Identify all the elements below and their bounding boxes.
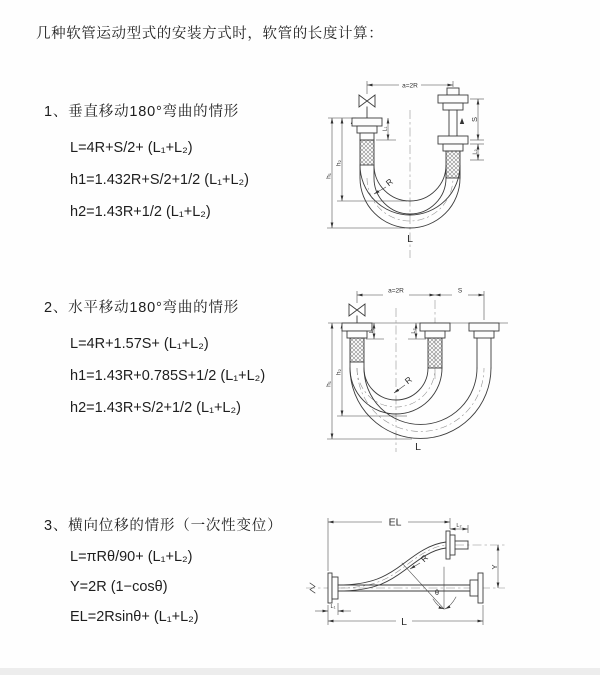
formula-length: L=4R+1.57S+ (L₁+L₂) — [70, 336, 209, 352]
dim-label-l2: L₂ — [411, 328, 417, 334]
angle-construction — [402, 563, 456, 609]
section-heading: 1、垂直移动180°弯曲的情形 — [44, 104, 240, 120]
formula-length: L=πRθ/90+ (L₁+L₂) — [70, 549, 193, 565]
label-bend-radius: R — [418, 552, 430, 564]
braided-hose-left — [350, 338, 364, 362]
dim-label-h1: h₁ — [325, 381, 333, 387]
label-hose-length: L — [415, 441, 421, 453]
dim-label-a2r: a=2R — [388, 287, 404, 295]
right-flange — [470, 573, 483, 603]
dim-label-h1: h₁ — [325, 173, 333, 179]
dim-label-el: EL — [388, 516, 402, 529]
dim-label-l2: L₂ — [472, 149, 479, 155]
s-curve-hose — [338, 542, 446, 591]
label-theta-angle: θ — [434, 588, 440, 597]
formula-list — [70, 132, 249, 228]
dim-label-l1: L₁ — [330, 604, 336, 610]
dim-label-a2r: a=2R — [402, 82, 418, 90]
formula-list — [70, 328, 265, 424]
valve-icon — [349, 304, 365, 316]
label-bend-radius: R — [402, 374, 414, 387]
middle-pipe-fitting — [420, 323, 450, 368]
section-vertical-180 — [44, 100, 249, 228]
section-horizontal-180 — [44, 296, 265, 424]
diagram-vertical-180-bend — [310, 70, 592, 265]
formula-h2: h2=1.43R+S/2+1/2 (L₁+L₂) — [70, 400, 241, 416]
dim-label-s: S — [470, 116, 479, 123]
left-pipe-fitting — [342, 323, 372, 362]
formula-list — [70, 542, 282, 632]
formula-y: Y=2R (1−cosθ) — [70, 579, 168, 595]
dim-label-l1: L₁ — [369, 328, 375, 334]
diagram-lateral-displacement — [298, 503, 600, 660]
braided-hose-middle — [428, 338, 442, 368]
diagram-labels — [331, 517, 499, 629]
left-flange — [328, 573, 338, 603]
page-title: 几种软管运动型式的安装方式时，软管的长度计算： — [36, 26, 384, 42]
formula-h2: h2=1.43R+1/2 (L₁+L₂) — [70, 204, 211, 220]
u-bend-arcs — [350, 362, 491, 438]
diagram-horizontal-180-bend — [312, 280, 600, 457]
formula-h1: h1=1.43R+0.785S+1/2 (L₁+L₂) — [70, 368, 266, 384]
dim-label-y: Y — [490, 564, 499, 570]
dimension-lines — [315, 518, 498, 625]
label-bend-radius: R — [383, 176, 395, 189]
section-heading: 2、水平移动180°弯曲的情形 — [44, 300, 240, 316]
hose-drawing — [342, 304, 499, 438]
dim-label-l1: L₁ — [382, 126, 389, 132]
section-heading: 3、横向位移的情形（一次性变位） — [44, 518, 283, 534]
dim-label-l: L — [401, 616, 407, 628]
formula-el: EL=2Rsinθ+ (L₁+L₂) — [70, 609, 199, 625]
braided-hose-left — [360, 140, 374, 165]
dim-label-l2: L₂ — [456, 523, 462, 529]
formula-length: L=4R+S/2+ (L₁+L₂) — [70, 140, 193, 156]
dim-label-h2: h₂ — [335, 368, 343, 376]
right-pipe-fitting — [438, 88, 468, 178]
page-bottom-edge — [0, 668, 600, 675]
hose-drawing — [310, 531, 483, 609]
dim-label-s: S — [457, 287, 463, 295]
valve-icon — [359, 95, 375, 107]
left-pipe-fitting — [352, 118, 382, 165]
dim-label-h2: h₂ — [335, 159, 343, 167]
dimension-lines — [327, 291, 508, 439]
braided-hose-right — [446, 151, 460, 178]
formula-h1: h1=1.432R+S/2+1/2 (L₁+L₂) — [70, 172, 250, 188]
label-hose-length: L — [407, 233, 413, 245]
section-lateral-displacement — [44, 514, 282, 632]
right-pipe-fitting — [469, 323, 499, 368]
